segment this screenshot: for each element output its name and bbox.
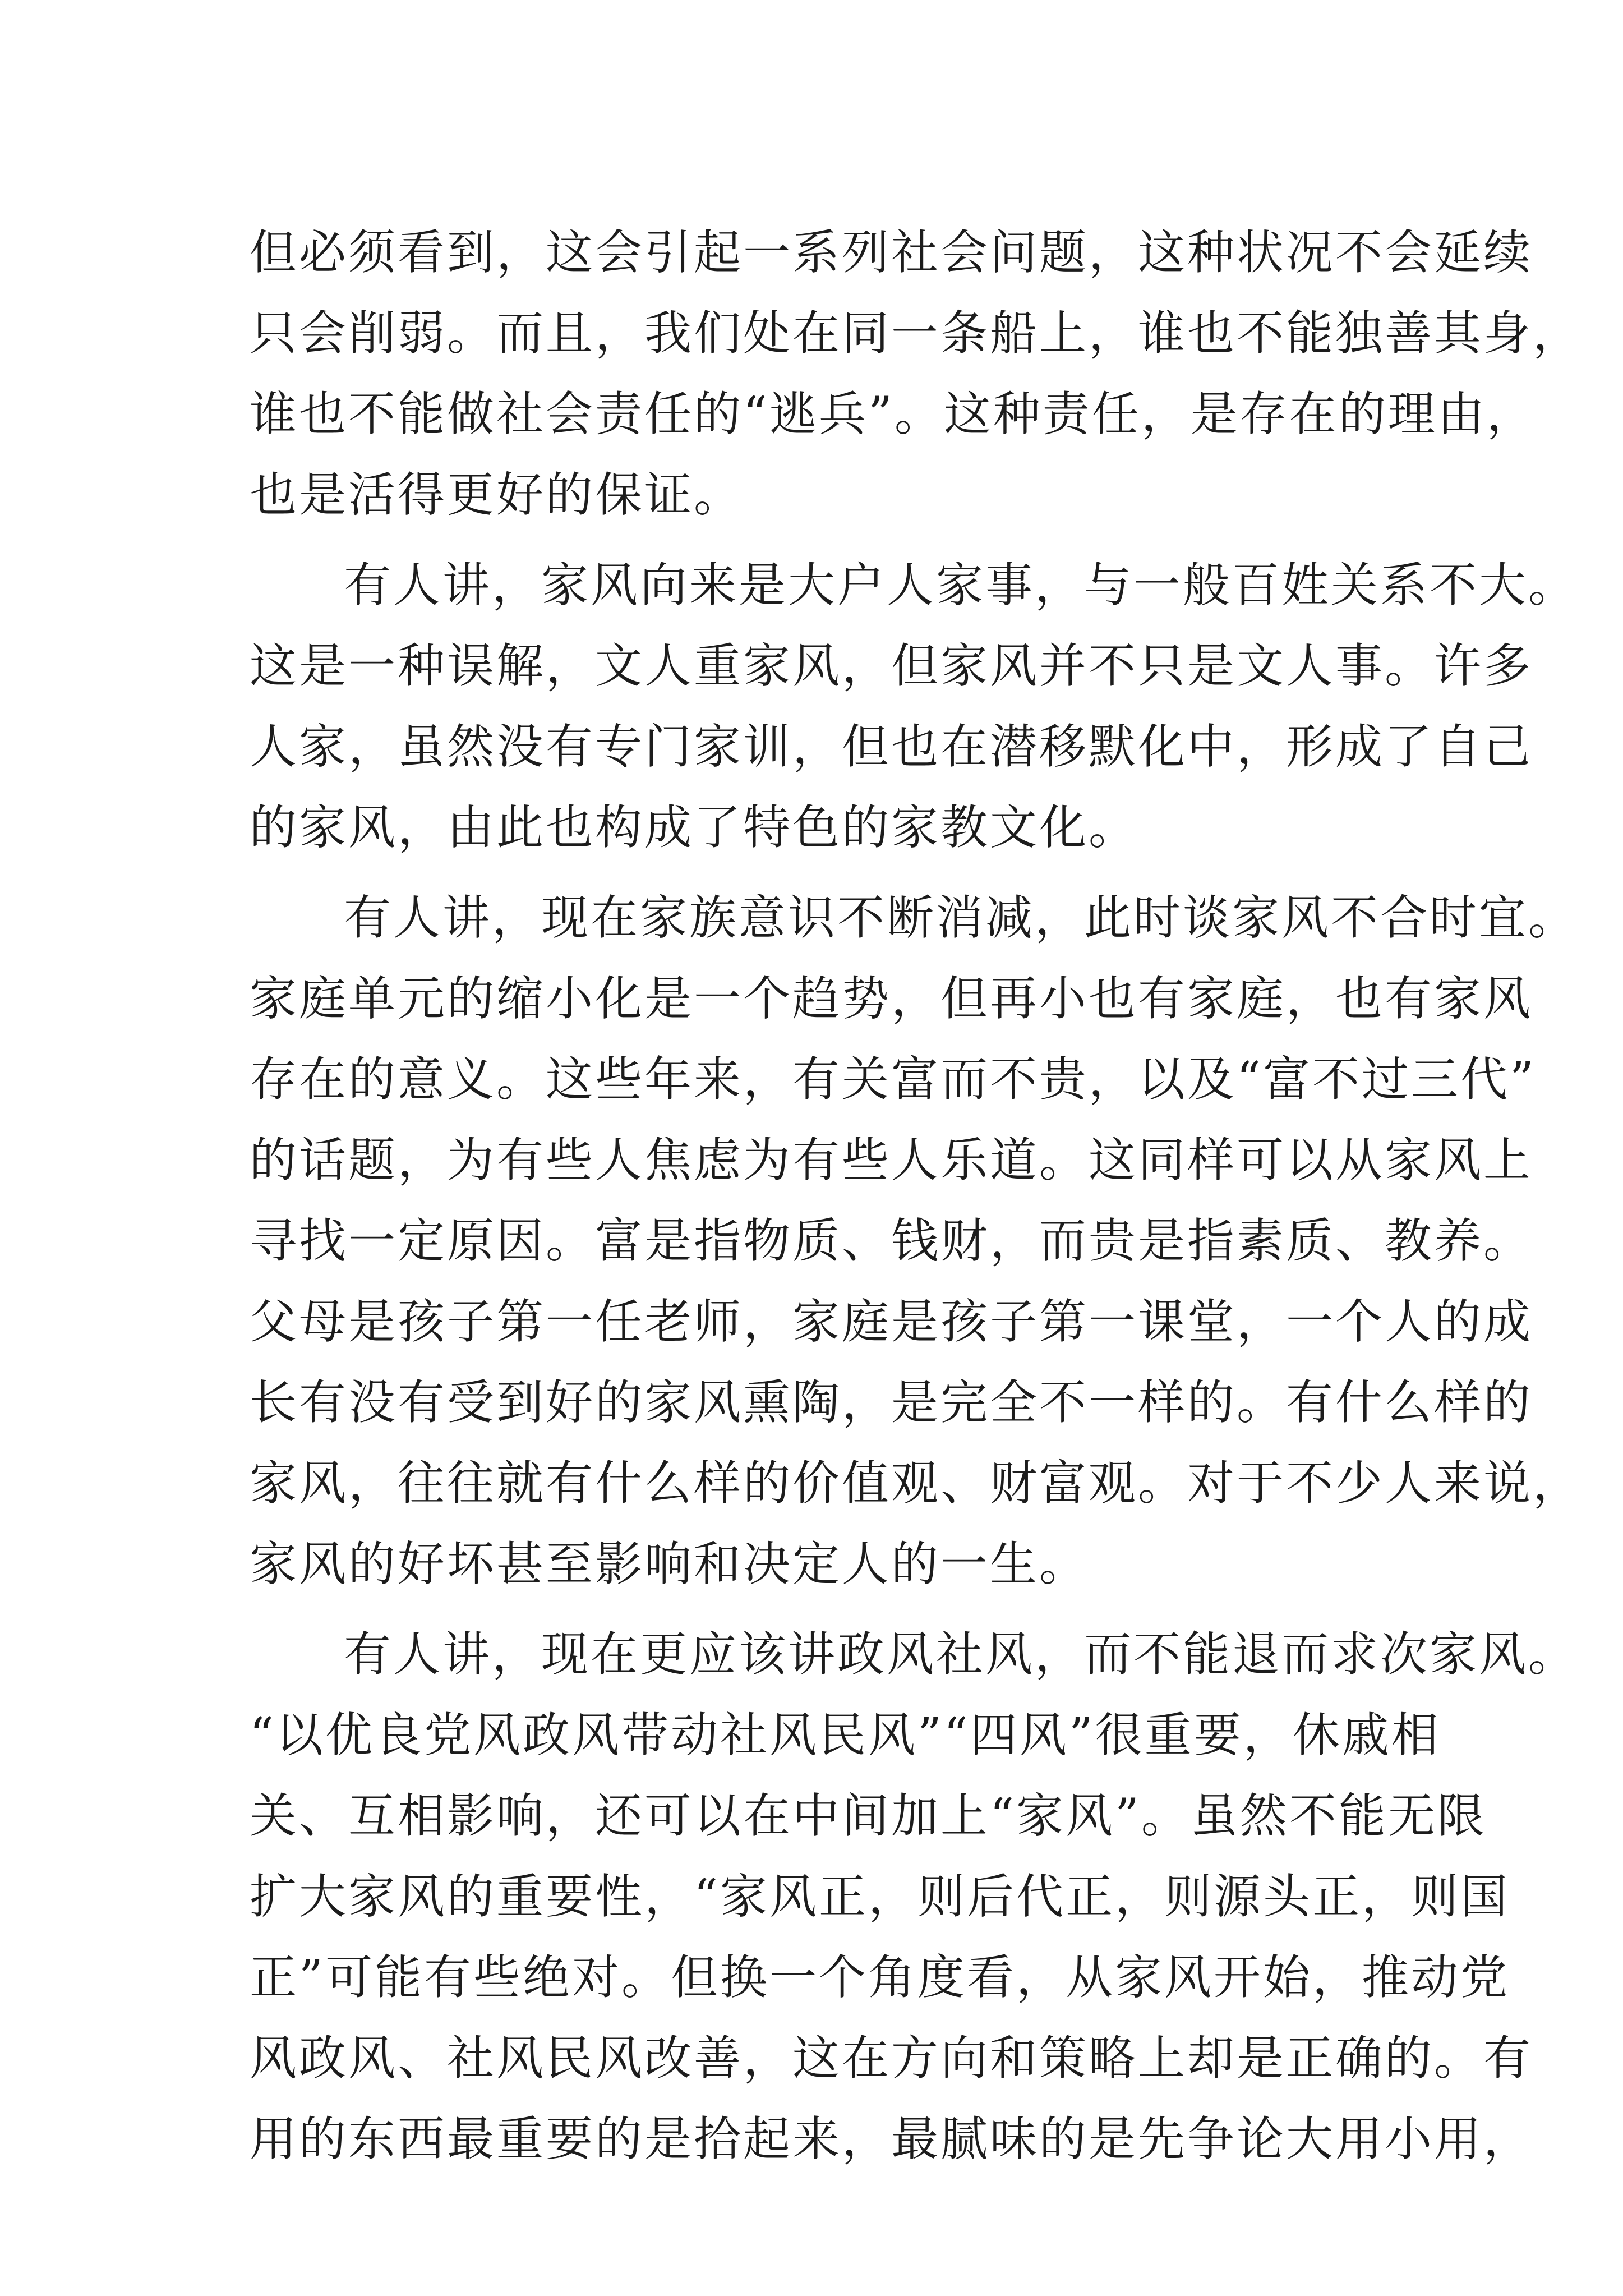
text-line: 这是一种误解，文人重家风，但家风并不只是文人事。许多	[250, 638, 1533, 693]
text-line: 风政风、社风民风改善，这在方向和策略上却是正确的。有	[250, 2031, 1533, 2086]
paragraph-gap	[250, 868, 1385, 877]
paragraph	[250, 877, 1583, 1604]
text-line: 有人讲，现在家族意识不断消减，此时谈家风不合时宜。	[344, 890, 1578, 945]
paragraph	[250, 545, 1578, 868]
text-line: 家风，往往就有什么样的价值观、财富观。对于不少人来说，	[250, 1456, 1583, 1511]
text-line: 也是活得更好的保证。	[250, 467, 744, 522]
text-line: 的家风，由此也构成了特色的家教文化。	[250, 800, 1138, 855]
paragraph	[250, 1614, 1578, 2179]
text-line: 有人讲，现在更应该讲政风社风，而不能退而求次家风。	[344, 1627, 1578, 1682]
text-line: “以优良党风政风带动社风民风”“四风”很重要，休戚相	[250, 1708, 1441, 1763]
text-line: 的话题，为有些人焦虑为有些人乐道。这同样可以从家风上	[250, 1133, 1533, 1188]
text-line: 但必须看到，这会引起一系列社会问题，这种状况不会延续	[250, 225, 1533, 280]
body-text	[250, 212, 1583, 2179]
text-line: 父母是孩子第一任老师，家庭是孩子第一课堂，一个人的成	[250, 1294, 1533, 1349]
text-line: 人家，虽然没有专门家训，但也在潜移默化中，形成了自己	[250, 719, 1533, 774]
text-line: 长有没有受到好的家风熏陶，是完全不一样的。有什么样的	[250, 1375, 1533, 1430]
text-line: 只会削弱。而且，我们处在同一条船上，谁也不能独善其身，	[250, 306, 1583, 361]
text-line: 存在的意义。这些年来，有关富而不贵，以及“富不过三代”	[250, 1052, 1536, 1107]
text-line: 谁也不能做社会责任的“逃兵”。这种责任，是存在的理由，	[250, 386, 1536, 441]
text-line: 正”可能有些绝对。但换一个角度看，从家风开始，推动党	[250, 1950, 1510, 2005]
text-line: 扩大家风的重要性，“家风正，则后代正，则源头正，则国	[250, 1869, 1510, 1924]
text-line: 家庭单元的缩小化是一个趋势，但再小也有家庭，也有家风	[250, 971, 1533, 1026]
paragraph-gap	[250, 1604, 1385, 1614]
paragraph-gap	[250, 535, 1385, 545]
text-line: 用的东西最重要的是拾起来，最腻味的是先争论大用小用，	[250, 2111, 1533, 2166]
text-line: 寻找一定原因。富是指物质、钱财，而贵是指素质、教养。	[250, 1213, 1533, 1268]
paragraph	[250, 212, 1583, 535]
text-line: 家风的好坏甚至影响和决定人的一生。	[250, 1536, 1089, 1591]
text-line: 关、互相影响，还可以在中间加上“家风”。虽然不能无限	[250, 1788, 1487, 1843]
text-line: 有人讲，家风向来是大户人家事，与一般百姓关系不大。	[344, 558, 1578, 613]
